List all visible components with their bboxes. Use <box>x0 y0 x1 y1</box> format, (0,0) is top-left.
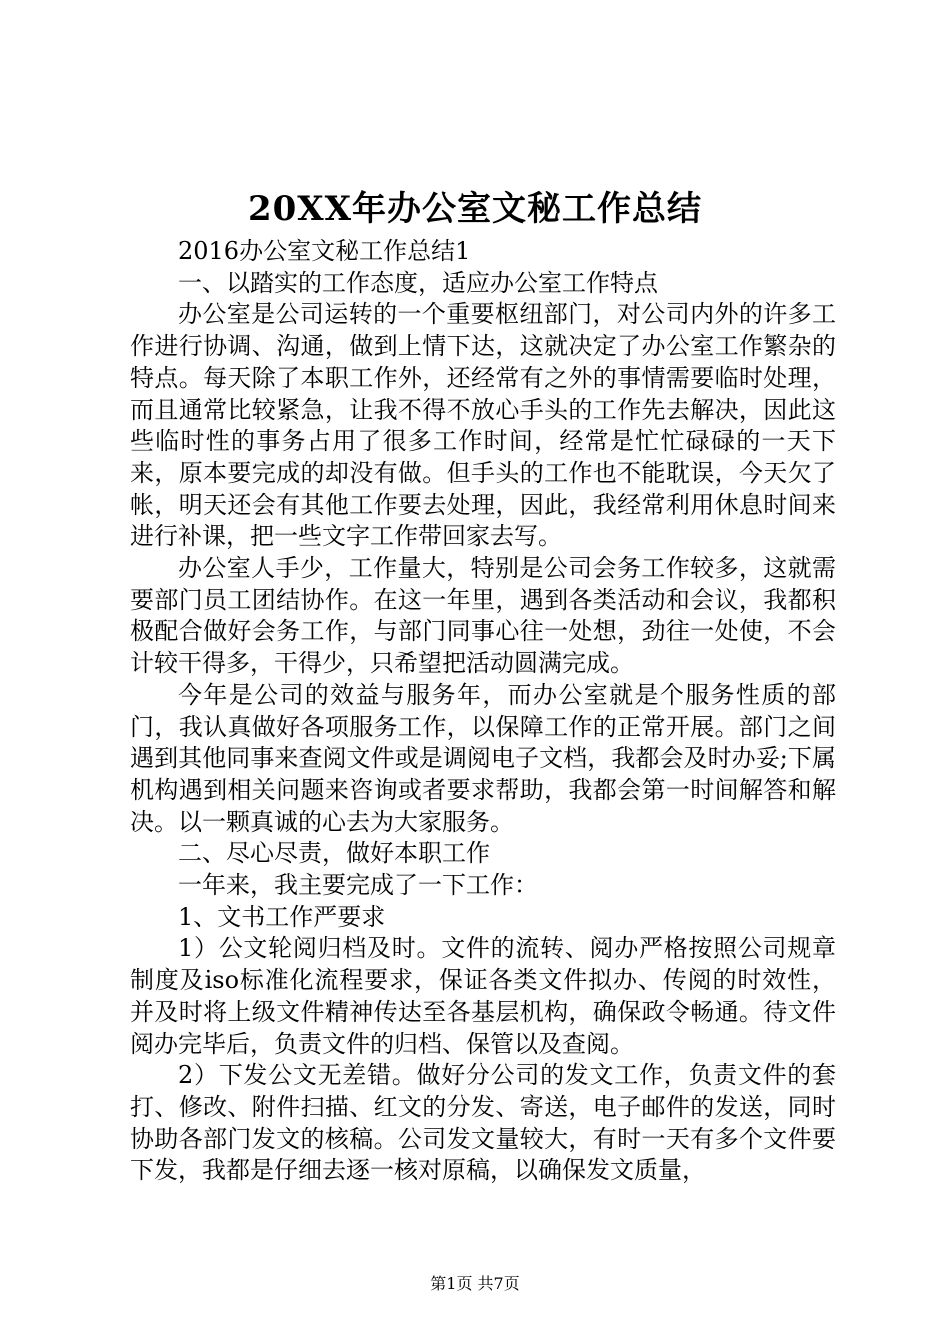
paragraph-subheading: 1、文书工作严要求 <box>178 902 386 931</box>
paragraph-subtitle: 2016办公室文秘工作总结1 <box>178 237 471 265</box>
paragraph: 办公室人手少，工作量大，特别是公司会务工作较多，这就需要部门员工团结协作。在这一年里，遇到各类活动和会议，我都积极配合做好会务工作，与部门同事心往一处想，劲往一处使，不会计较干得多，干得少，只希望把活动圆满完成。 <box>130 554 836 678</box>
paragraph-heading-2: 二、尽心尽责，做好本职工作 <box>178 839 490 868</box>
paragraph-heading-1: 一、以踏实的工作态度，适应办公室工作特点 <box>178 268 658 297</box>
document-body <box>130 236 836 1187</box>
document-title: 20XX年办公室文秘工作总结 <box>247 189 703 229</box>
paragraph: 今年是公司的效益与服务年，而办公室就是个服务性质的部门，我认真做好各项服务工作，以保障工作的正常开展。部门之间遇到其他同事来查阅文件或是调阅电子文档，我都会及时办妥;下属机构遇到相关问题来咨询或者要求帮助，我都会第一时间解答和解决。以一颗真诚的心去为大家服务。 <box>130 680 836 836</box>
paragraph: 一年来，我主要完成了一下工作： <box>178 871 538 900</box>
paragraph: 1）公文轮阅归档及时。文件的流转、阅办严格按照公司规章制度及iso标准化流程要求，保证各类文件拟办、传阅的时效性，并及时将上级文件精神传达至各基层机构，确保政令畅通。待文件阅办完毕后，负责文件的归档、保管以及查阅。 <box>130 934 836 1058</box>
paragraph: 办公室是公司运转的一个重要枢纽部门，对公司内外的许多工作进行协调、沟通，做到上情下达，这就决定了办公室工作繁杂的特点。每天除了本职工作外，还经常有之外的事情需要临时处理，而且通常比较紧急，让我不得不放心手头的工作先去解决，因此这些临时性的事务占用了很多工作时间，经常是忙忙碌碌的一天下来，原本要完成的却没有做。但手头的工作也不能耽误，今天欠了帐，明天还会有其他工作要去处理，因此，我经常利用休息时间来进行补课，把一些文字工作带回家去写。 <box>130 300 836 551</box>
page-footer: 第1页 共7页 <box>430 1274 520 1293</box>
paragraph: 2）下发公文无差错。做好分公司的发文工作，负责文件的套打、修改、附件扫描、红文的分发、寄送，电子邮件的发送，同时协助各部门发文的核稿。公司发文量较大，有时一天有多个文件要下发，我都是仔细去逐一核对原稿，以确保发文质量， <box>130 1061 836 1185</box>
